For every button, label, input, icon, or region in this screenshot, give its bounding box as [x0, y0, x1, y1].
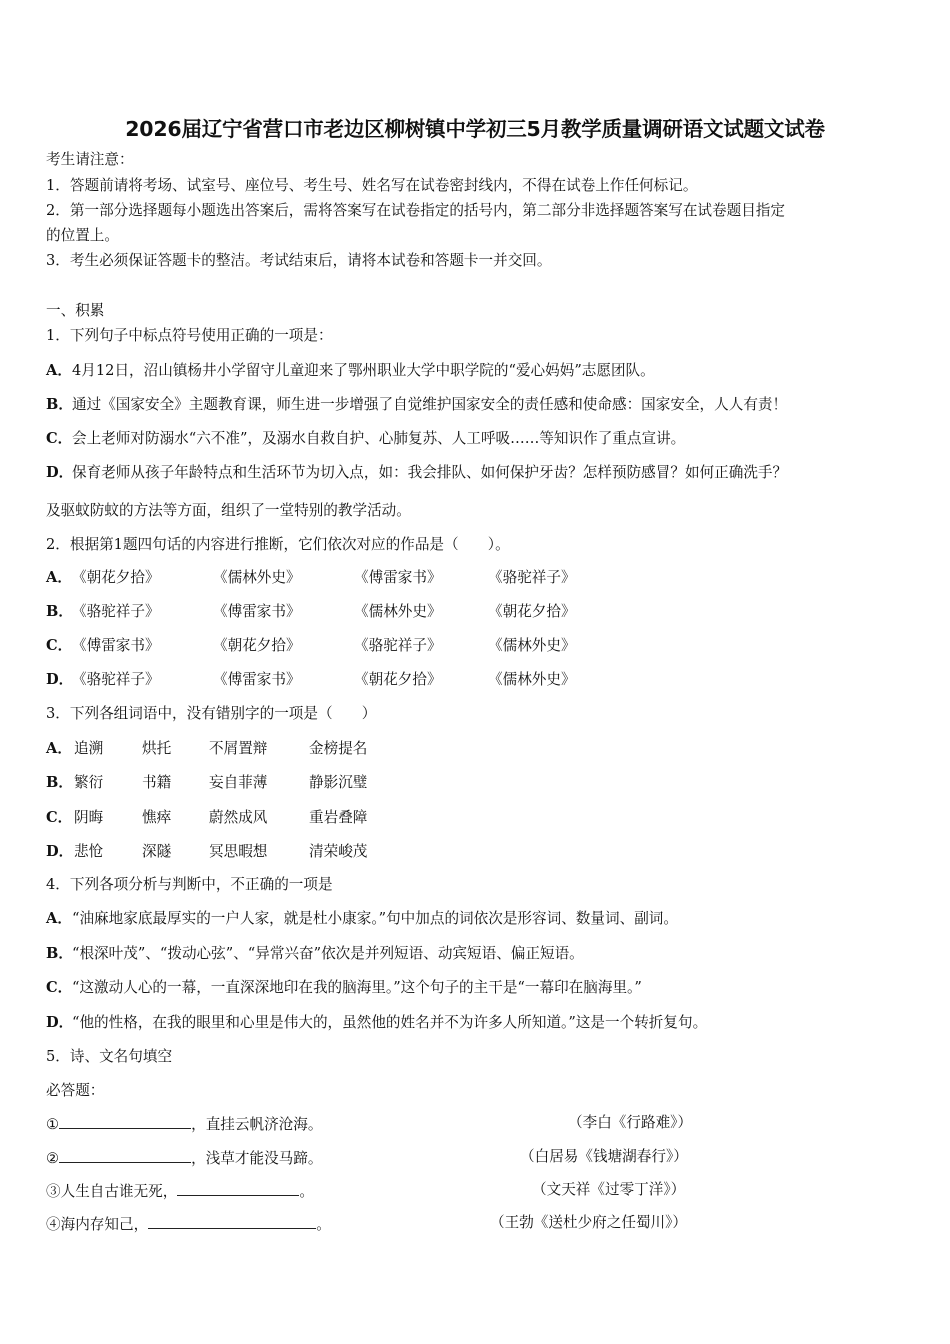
notice-item-1: 1．答题前请将考场、试室号、座位号、考生号、姓名写在试卷密封线内，不得在试卷上作任何标记。	[46, 177, 698, 194]
q1-option-d	[46, 466, 787, 481]
q5-item-1-source: （李白《行路难》）	[568, 1114, 693, 1131]
q2-c-cell-1: 《傅雷家书》	[72, 637, 160, 654]
option-text: “这激动人心的一幕，一直深深地印在我的脑海里。”这个句子的主干是“一幕印在脑海里。”	[72, 979, 642, 996]
option-text: “油麻地家底最厚实的一户人家，就是杜小康家。”句中加点的词依次是形容词、数量词、副词。	[72, 910, 678, 927]
q2-a-cell-1: 《朝花夕拾》	[72, 569, 160, 586]
q4-option-c	[46, 981, 642, 996]
item-text: ，直挂云帆济沧海。	[191, 1116, 323, 1133]
option-letter: D．	[46, 464, 74, 481]
q5-item-4	[46, 1216, 331, 1233]
q3-b-cell-1: 繁衍	[74, 774, 104, 791]
q5-item-4-source: （王勃《送杜少府之任蜀川》）	[490, 1214, 688, 1231]
q2-option-c	[46, 639, 72, 654]
q1-option-b	[46, 398, 787, 413]
q3-a-cell-2: 烘托	[142, 740, 172, 757]
q3-option-b	[46, 776, 72, 791]
question-number: 1．	[46, 327, 70, 344]
q3-c-cell-2: 憔瘁	[142, 809, 172, 826]
option-letter: D．	[46, 843, 74, 860]
q2-option-b	[46, 605, 72, 620]
page-title: 2026届辽宁省营口市老边区柳树镇中学初三5月教学质量调研语文试题文试卷	[125, 117, 825, 141]
q1-option-c	[46, 432, 685, 447]
q3-a-cell-3: 不屑置辩	[209, 740, 268, 757]
option-text: 会上老师对防溺水“六不准”，及溺水自救自护、心肺复苏、人工呼吸……等知识作了重点宣讲。	[72, 430, 686, 447]
option-text: 4月12日，沼山镇杨井小学留守儿童迎来了鄂州职业大学中职学院的“爱心妈妈”志愿团队。	[72, 362, 655, 379]
q2-a-cell-3: 《傅雷家书》	[354, 569, 442, 586]
option-letter: A．	[46, 740, 72, 757]
option-letter: A．	[46, 910, 72, 927]
q2-b-cell-1: 《骆驼祥子》	[72, 603, 160, 620]
q5-required-label: 必答题：	[46, 1082, 105, 1099]
question-1	[46, 329, 333, 344]
option-text: 保育老师从孩子年龄特点和生活环节为切入点，如：我会排队、如何保护牙齿？怎样预防感冒？如何正确洗手？	[72, 464, 788, 481]
option-text: 通过《国家安全》主题教育课，师生进一步增强了自觉维护国家安全的责任感和使命感：国家安全，人人有责！	[72, 396, 788, 413]
question-number: 2．	[46, 536, 70, 553]
q1-option-d-cont: 及驱蚊防蚊的方法等方面，组织了一堂特别的教学活动。	[46, 502, 411, 519]
item-text: 。	[316, 1216, 331, 1233]
option-letter: C．	[46, 430, 73, 447]
q2-a-cell-2: 《儒林外史》	[213, 569, 301, 586]
q2-d-cell-4: 《儒林外史》	[488, 671, 576, 688]
item-mark: ④	[46, 1216, 61, 1233]
fill-blank[interactable]	[59, 1116, 191, 1129]
option-letter: B．	[46, 774, 73, 791]
option-letter: A．	[46, 362, 72, 379]
q3-b-cell-3: 妄自菲薄	[209, 774, 268, 791]
item-mark: ①	[46, 1116, 60, 1133]
fill-blank[interactable]	[177, 1183, 299, 1196]
option-letter: B．	[46, 603, 73, 620]
question-stem: 下列各项分析与判断中，不正确的一项是	[69, 876, 333, 893]
q3-d-cell-3: 冥思暇想	[209, 843, 268, 860]
q3-c-cell-4: 重岩叠障	[309, 809, 368, 826]
fill-blank[interactable]	[148, 1216, 316, 1229]
section-heading: 一、积累	[46, 302, 105, 319]
q2-a-cell-4: 《骆驼祥子》	[488, 569, 576, 586]
q4-option-b	[46, 947, 584, 962]
option-letter: C．	[46, 809, 73, 826]
question-3	[46, 707, 376, 722]
option-letter: D．	[46, 671, 74, 688]
q5-item-1	[46, 1116, 322, 1133]
option-letter: D．	[46, 1014, 74, 1031]
question-stem: 诗、文名句填空	[69, 1048, 173, 1065]
option-letter: C．	[46, 637, 73, 654]
question-4	[46, 878, 333, 893]
notice-item-2-cont: 的位置上。	[46, 227, 119, 244]
q3-option-c	[46, 811, 72, 826]
fill-blank[interactable]	[59, 1150, 191, 1163]
q3-b-cell-2: 书籍	[142, 774, 172, 791]
question-stem: 根据第1题四句话的内容进行推断，它们依次对应的作品是（ ）。	[69, 536, 510, 553]
q3-d-cell-1: 悲怆	[74, 843, 104, 860]
q1-option-a	[46, 364, 655, 379]
q2-b-cell-3: 《儒林外史》	[354, 603, 442, 620]
question-stem: 下列各组词语中，没有错别字的一项是（ ）	[69, 705, 377, 722]
question-number: 5．	[46, 1048, 70, 1065]
notice-item-2: 2．第一部分选择题每小题选出答案后，需将答案写在试卷指定的括号内，第二部分非选择题答案写在试卷题目指定	[46, 202, 785, 219]
q2-option-d	[46, 673, 72, 688]
option-text: “根深叶茂”、“拨动心弦”、“异常兴奋”依次是并列短语、动宾短语、偏正短语。	[72, 945, 584, 962]
option-letter: B．	[46, 945, 73, 962]
q3-a-cell-1: 追溯	[74, 740, 104, 757]
q2-b-cell-4: 《朝花夕拾》	[488, 603, 576, 620]
question-5	[46, 1050, 172, 1065]
q2-c-cell-3: 《骆驼祥子》	[354, 637, 442, 654]
q4-option-a	[46, 912, 678, 927]
q3-option-d	[46, 845, 72, 860]
item-text: 。	[299, 1183, 314, 1200]
q2-d-cell-3: 《朝花夕拾》	[354, 671, 442, 688]
q3-b-cell-4: 静影沉璧	[309, 774, 368, 791]
q5-item-3-source: （文天祥《过零丁洋》）	[532, 1181, 686, 1198]
notice-item-3: 3．考生必须保证答题卡的整洁。考试结束后，请将本试卷和答题卡一并交回。	[46, 252, 552, 269]
q2-b-cell-2: 《傅雷家书》	[213, 603, 301, 620]
question-stem: 下列句子中标点符号使用正确的一项是：	[69, 327, 333, 344]
q5-item-2-source: （白居易《钱塘湖春行》）	[520, 1148, 688, 1165]
question-number: 3．	[46, 705, 70, 722]
q3-c-cell-3: 蔚然成风	[209, 809, 268, 826]
q3-a-cell-4: 金榜提名	[309, 740, 368, 757]
option-text: “他的性格，在我的眼里和心里是伟大的，虽然他的姓名并不为许多人所知道。”这是一个转折复句。	[72, 1014, 708, 1031]
q4-option-d	[46, 1016, 707, 1031]
q5-item-3	[46, 1183, 314, 1200]
item-text: 人生自古谁无死，	[60, 1183, 178, 1200]
option-letter: C．	[46, 979, 73, 996]
option-letter: B．	[46, 396, 73, 413]
q3-d-cell-2: 深隧	[142, 843, 172, 860]
item-mark: ③	[46, 1183, 61, 1200]
notice-heading: 考生请注意：	[46, 151, 134, 168]
q2-d-cell-2: 《傅雷家书》	[213, 671, 301, 688]
q3-c-cell-1: 阴晦	[74, 809, 104, 826]
q2-c-cell-2: 《朝花夕拾》	[213, 637, 301, 654]
q2-option-a	[46, 571, 72, 586]
q2-d-cell-1: 《骆驼祥子》	[72, 671, 160, 688]
question-2	[46, 538, 510, 553]
q3-option-a	[46, 742, 72, 757]
item-text: ，浅草才能没马蹄。	[191, 1150, 323, 1167]
q5-item-2	[46, 1150, 322, 1167]
q2-c-cell-4: 《儒林外史》	[488, 637, 576, 654]
question-number: 4．	[46, 876, 70, 893]
option-letter: A．	[46, 569, 72, 586]
item-text: 海内存知己，	[60, 1216, 149, 1233]
item-mark: ②	[46, 1150, 60, 1167]
q3-d-cell-4: 清荣峻茂	[309, 843, 368, 860]
